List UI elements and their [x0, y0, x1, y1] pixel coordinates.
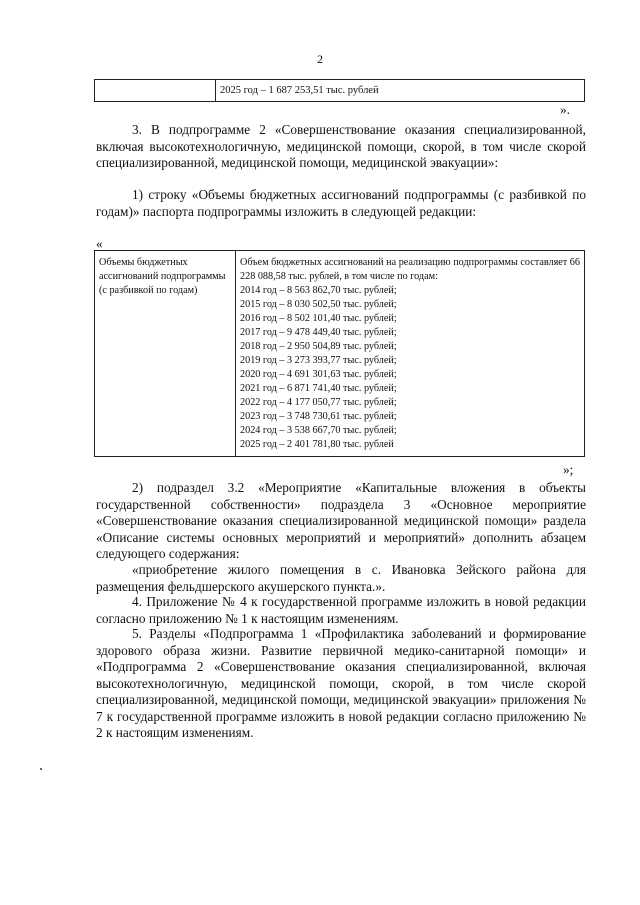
budget-year-line: 2024 год – 3 538 667,70 тыс. рублей;: [240, 425, 397, 436]
stray-mark: [40, 768, 42, 770]
opening-quote-mark: «: [96, 236, 103, 251]
budget-year-line: 2015 год – 8 030 502,50 тыс. рублей;: [240, 299, 397, 310]
budget-intro: Объем бюджетных ассигнований на реализацию подпрограммы составляет 66 228 088,58 тыс. рублей, в том числе по годам:: [240, 257, 580, 282]
budget-year-line: 2022 год – 4 177 050,77 тыс. рублей;: [240, 397, 397, 408]
budget-year-line: 2017 год – 9 478 449,40 тыс. рублей;: [240, 327, 397, 338]
budget-year-line: 2019 год – 3 273 393,77 тыс. рублей;: [240, 355, 397, 366]
paragraph-quoted-addition: «приобретение жилого помещения в с. Ивановка Зейского района для размещения фельдшерского акушерского пункта.».: [96, 562, 586, 594]
table-cell-empty: [95, 80, 216, 102]
budget-table-values: [236, 251, 585, 457]
budget-year-line: 2023 год – 3 748 730,61 тыс. рублей;: [240, 411, 397, 422]
closing-quote-mark: ».: [560, 102, 570, 117]
paragraph-3: 3. В подпрограмме 2 «Совершенствование оказания специализированной, включая высокотехнологичную, медицинской помощи, скорой, в том числе скорой специализированной, медицинской помощи, медицинской эвакуации»:: [96, 122, 586, 170]
paragraph-3-1: 1) строку «Объемы бюджетных ассигнований подпрограммы (с разбивкой по годам)» паспорта подпрограммы изложить в следующей редакции:: [96, 187, 586, 219]
budget-year-line: 2021 год – 6 871 741,40 тыс. рублей;: [240, 383, 397, 394]
budget-table: [94, 250, 585, 457]
budget-year-line: 2016 год – 8 502 101,40 тыс. рублей;: [240, 313, 397, 324]
closing-quote-semicolon: »;: [563, 462, 574, 477]
table-cell-2025: 2025 год – 1 687 253,51 тыс. рублей: [216, 80, 585, 102]
continued-table: [94, 79, 585, 102]
page-number: 2: [317, 52, 323, 66]
budget-year-line: 2018 год – 2 950 504,89 тыс. рублей;: [240, 341, 397, 352]
budget-year-line: 2025 год – 2 401 781,80 тыс. рублей: [240, 439, 394, 450]
paragraph-3-2: 2) подраздел 3.2 «Мероприятие «Капитальные вложения в объекты государственной собственности» подраздела 3 «Основное мероприятие «Совершенствование оказания специализированной медицинской помощи» раздела «Описание системы основных мероприятий и мероприятий» дополнить абзацем следующего содержания:: [96, 480, 586, 561]
paragraph-4: 4. Приложение № 4 к государственной программе изложить в новой редакции согласно приложению № 1 к настоящим изменениям.: [96, 594, 586, 626]
budget-table-label: Объемы бюджетных ассигнований подпрограммы (с разбивкой по годам): [95, 251, 236, 457]
budget-year-line: 2020 год – 4 691 301,63 тыс. рублей;: [240, 369, 397, 380]
budget-year-line: 2014 год – 8 563 862,70 тыс. рублей;: [240, 285, 397, 296]
paragraph-5: 5. Разделы «Подпрограмма 1 «Профилактика заболеваний и формирование здорового образа жизни. Развитие первичной медико-санитарной помощи» и «Подпрограмма 2 «Совершенствование оказания специализированной, включая высокотехнологичную, медицинской помощи, скорой, в том числе скорой специализированной, медицинской помощи, медицинской эвакуации» приложения № 7 к государственной программе изложить в новой редакции согласно приложению № 2 к настоящим изменениям.: [96, 626, 586, 740]
